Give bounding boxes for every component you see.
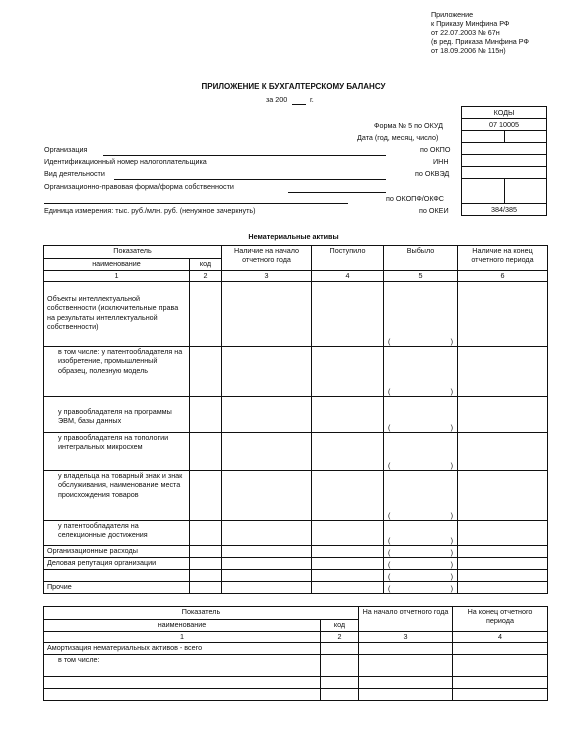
okved-label: по ОКВЭД [415, 169, 450, 178]
code-cell[interactable] [190, 347, 222, 397]
row-label [44, 689, 321, 701]
code-cell[interactable] [190, 397, 222, 433]
row-label: у патентообладателя на селекционные достижения [44, 521, 190, 546]
year-suffix: г. [310, 95, 314, 104]
org-label: Организация [44, 145, 88, 154]
legal-form-field[interactable] [288, 192, 386, 193]
code-cell[interactable] [190, 558, 222, 570]
okopf-label: по ОКОПФ/ОКФС [386, 194, 444, 203]
date-cell[interactable] [504, 131, 547, 143]
value-cell[interactable] [312, 282, 384, 347]
document-title: ПРИЛОЖЕНИЕ К БУХГАЛТЕРСКОМУ БАЛАНСУ [201, 82, 386, 91]
col-disposed-header: Выбыло [384, 246, 458, 271]
value-cell[interactable] [359, 689, 453, 701]
value-cell[interactable] [312, 558, 384, 570]
value-cell[interactable] [312, 471, 384, 521]
value-cell[interactable] [312, 433, 384, 471]
value-cell[interactable] [312, 582, 384, 594]
date-cell[interactable] [462, 131, 505, 143]
value-cell[interactable] [222, 582, 312, 594]
col-code-header: код [190, 259, 222, 271]
code-cell[interactable] [321, 677, 359, 689]
value-cell[interactable] [458, 347, 548, 397]
value-cell[interactable] [458, 582, 548, 594]
value-cell[interactable] [359, 643, 453, 655]
value-cell[interactable]: ( ) [384, 582, 458, 594]
appendix-line: Приложение [431, 10, 474, 19]
col-end-header: На конец отчетного периода [453, 607, 548, 632]
row-label: Деловая репутация организации [44, 558, 190, 570]
col-number: 4 [312, 271, 384, 282]
okpo-value[interactable] [462, 143, 547, 155]
code-cell[interactable] [190, 582, 222, 594]
value-cell[interactable]: ( ) [384, 433, 458, 471]
okei-value: 384/385 [462, 204, 547, 216]
code-cell[interactable] [190, 546, 222, 558]
code-cell[interactable] [321, 655, 359, 677]
intangible-assets-table [43, 245, 548, 594]
row-label: Прочие [44, 582, 190, 594]
col-number: 4 [453, 632, 548, 643]
value-cell[interactable]: ( ) [384, 570, 458, 582]
row-label: Амортизация нематериальных активов - всего [44, 643, 321, 655]
code-cell[interactable] [190, 471, 222, 521]
col-start-header: Наличие на начало отчетного года [222, 246, 312, 271]
col-number: 1 [44, 632, 321, 643]
code-cell[interactable] [321, 689, 359, 701]
okopf-value[interactable] [462, 179, 505, 204]
value-cell[interactable] [453, 655, 548, 677]
value-cell[interactable] [222, 558, 312, 570]
codes-title: КОДЫ [462, 107, 547, 119]
value-cell[interactable] [312, 570, 384, 582]
okpo-label: по ОКПО [420, 145, 451, 154]
col-end-header: Наличие на конец отчетного периода [458, 246, 548, 271]
okud-value[interactable]: 07 10005 [462, 119, 547, 131]
row-label: у правообладателя на топологии интегральных микросхем [44, 433, 190, 471]
value-cell[interactable]: ( ) [384, 471, 458, 521]
value-cell[interactable] [458, 282, 548, 347]
value-cell[interactable] [312, 546, 384, 558]
appendix-line: (в ред. Приказа Минфина РФ [431, 37, 529, 46]
appendix-note [431, 10, 529, 55]
value-cell[interactable] [222, 282, 312, 347]
value-cell[interactable] [312, 521, 384, 546]
value-cell[interactable] [222, 433, 312, 471]
value-cell[interactable]: ( ) [384, 521, 458, 546]
legal-form-label: Организационно-правовая форма/форма собственности [44, 182, 234, 191]
inn-value[interactable] [462, 155, 547, 167]
col-number: 3 [222, 271, 312, 282]
date-label: Дата (год, месяц, число) [357, 133, 439, 142]
inn-label: ИНН [433, 157, 449, 166]
appendix-line: от 18.09.2006 № 115н) [431, 46, 506, 55]
code-cell[interactable] [190, 433, 222, 471]
value-cell[interactable] [458, 397, 548, 433]
row-label [44, 570, 190, 582]
value-cell[interactable] [458, 558, 548, 570]
value-cell[interactable] [453, 689, 548, 701]
row-label: у правообладателя на программы ЭВМ, базы данных [44, 397, 190, 433]
value-cell[interactable] [222, 347, 312, 397]
value-cell[interactable] [453, 677, 548, 689]
value-cell[interactable]: ( ) [384, 397, 458, 433]
value-cell[interactable]: ( ) [384, 347, 458, 397]
col-number: 6 [458, 271, 548, 282]
code-cell[interactable] [190, 521, 222, 546]
value-cell[interactable]: ( ) [384, 282, 458, 347]
okei-label: по ОКЕИ [419, 206, 449, 215]
row-label: Организационные расходы [44, 546, 190, 558]
col-name-header: наименование [44, 259, 190, 271]
value-cell[interactable] [458, 471, 548, 521]
value-cell[interactable] [458, 570, 548, 582]
col-number: 3 [359, 632, 453, 643]
form-okud-label: Форма № 5 по ОКУД [374, 121, 443, 130]
col-received-header: Поступило [312, 246, 384, 271]
col-indicator-header: Показатель [44, 607, 359, 620]
value-cell[interactable] [359, 655, 453, 677]
col-number: 5 [384, 271, 458, 282]
col-start-header: На начало отчетного года [359, 607, 453, 632]
col-code-header: код [321, 620, 359, 632]
year-blank-line[interactable] [292, 104, 306, 105]
value-cell[interactable] [458, 546, 548, 558]
okfs-value[interactable] [504, 179, 547, 204]
value-cell[interactable] [222, 570, 312, 582]
col-indicator-header: Показатель [44, 246, 222, 259]
value-cell[interactable] [458, 521, 548, 546]
row-label: в том числе: [44, 655, 321, 677]
code-cell[interactable] [190, 570, 222, 582]
col-number: 1 [44, 271, 190, 282]
section1-title: Нематериальные активы [248, 232, 339, 241]
activity-field[interactable] [114, 179, 386, 180]
code-cell[interactable] [321, 643, 359, 655]
value-cell[interactable] [359, 677, 453, 689]
codes-table [461, 106, 547, 216]
value-cell[interactable] [312, 347, 384, 397]
activity-label: Вид деятельности [44, 169, 105, 178]
value-cell[interactable] [453, 643, 548, 655]
legal-form-field-2[interactable] [44, 203, 348, 204]
value-cell[interactable]: ( ) [384, 558, 458, 570]
inn-label-text: Идентификационный номер налогоплательщика [44, 157, 207, 166]
col-name-header: наименование [44, 620, 321, 632]
okved-value[interactable] [462, 167, 547, 179]
value-cell[interactable] [222, 546, 312, 558]
value-cell[interactable] [222, 521, 312, 546]
col-number: 2 [190, 271, 222, 282]
appendix-line: к Приказу Минфина РФ [431, 19, 510, 28]
row-label [44, 677, 321, 689]
year-prefix: за 200 [266, 95, 288, 104]
code-cell[interactable] [190, 282, 222, 347]
row-label: у владельца на товарный знак и знак обслуживания, наименование места происхождения товаров [44, 471, 190, 521]
row-label: в том числе: у патентообладателя на изобретение, промышленный образец, полезную модель [44, 347, 190, 397]
row-label: Объекты интеллектуальной собственности (исключительные права на результаты интеллектуальной собственности) [44, 282, 190, 347]
value-cell[interactable]: ( ) [384, 546, 458, 558]
unit-label: Единица измерения: тыс. руб./млн. руб. (ненужное зачеркнуть) [44, 206, 256, 215]
value-cell[interactable] [222, 397, 312, 433]
amortization-table [43, 606, 548, 701]
value-cell[interactable] [458, 433, 548, 471]
value-cell[interactable] [312, 397, 384, 433]
org-field[interactable] [103, 155, 386, 156]
col-number: 2 [321, 632, 359, 643]
value-cell[interactable] [222, 471, 312, 521]
appendix-line: от 22.07.2003 № 67н [431, 28, 500, 37]
